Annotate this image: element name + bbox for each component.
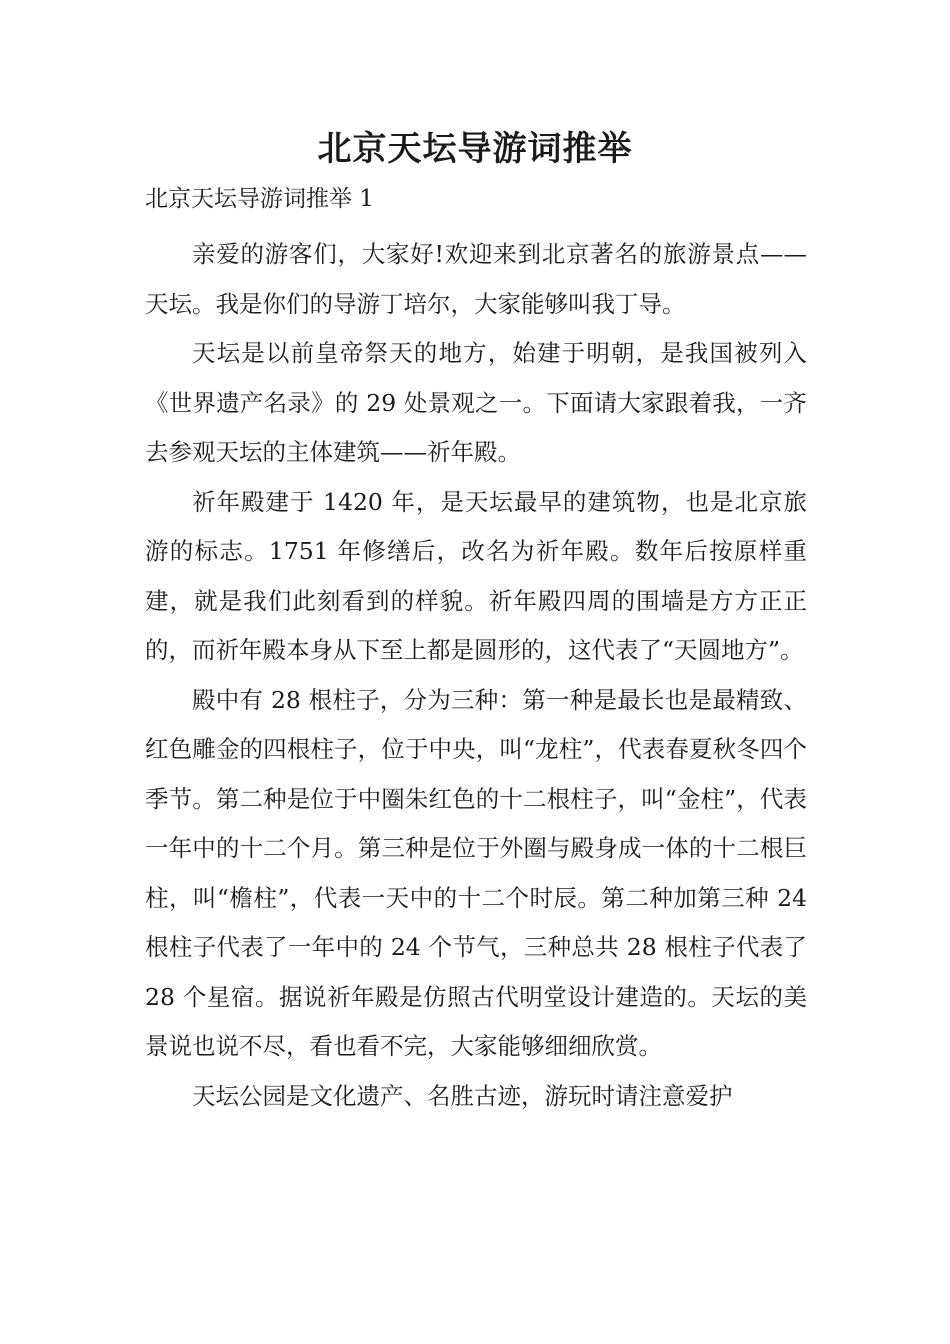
document-body: [145, 230, 807, 1121]
document-title: 北京天坛导游词推举: [317, 129, 633, 169]
paragraph-pillars: 殿中有 28 根柱子，分为三种：第一种是最长也是最精致、红色雕金的四根柱子，位于中央，叫“龙柱”，代表春夏秋冬四个季节。第二种是位于中圈朱红色的十二根柱子，叫“金柱”，代表一年中的十二个月。第三种是位于外圈与殿身成一体的十二根巨柱，叫“檐柱”，代表一天中的十二个时辰。第二种加第三种 24 根柱子代表了一年中的 24 个节气，三种总共 28 根柱子代表了 28 个星宿。据说祈年殿是仿照古代明堂设计建造的。天坛的美景说也说不尽，看也看不完，大家能够细细欣赏。: [145, 685, 807, 1060]
paragraph-park-notice: 天坛公园是文化遗产、名胜古迹，游玩时请注意爱护: [192, 1081, 733, 1110]
document-subtitle: 北京天坛导游词推举 1: [145, 186, 374, 212]
paragraph-qiniandian: 祈年殿建于 1420 年，是天坛最早的建筑物，也是北京旅游的标志。1751 年修缮后，改名为祈年殿。数年后按原样重建，就是我们此刻看到的样貌。祈年殿四周的围墙是方方正正的，而祈年殿本身从下至上都是圆形的，这代表了“天圆地方”。: [145, 487, 807, 664]
paragraph-temple-intro: 天坛是以前皇帝祭天的地方，始建于明朝，是我国被列入《世界遗产名录》的 29 处景观之一。下面请大家跟着我，一齐去参观天坛的主体建筑——祈年殿。: [145, 339, 807, 466]
paragraph-greeting: 亲爱的游客们，大家好!欢迎来到北京著名的旅游景点——天坛。我是你们的导游丁培尔，大家能够叫我丁导。: [145, 240, 807, 318]
